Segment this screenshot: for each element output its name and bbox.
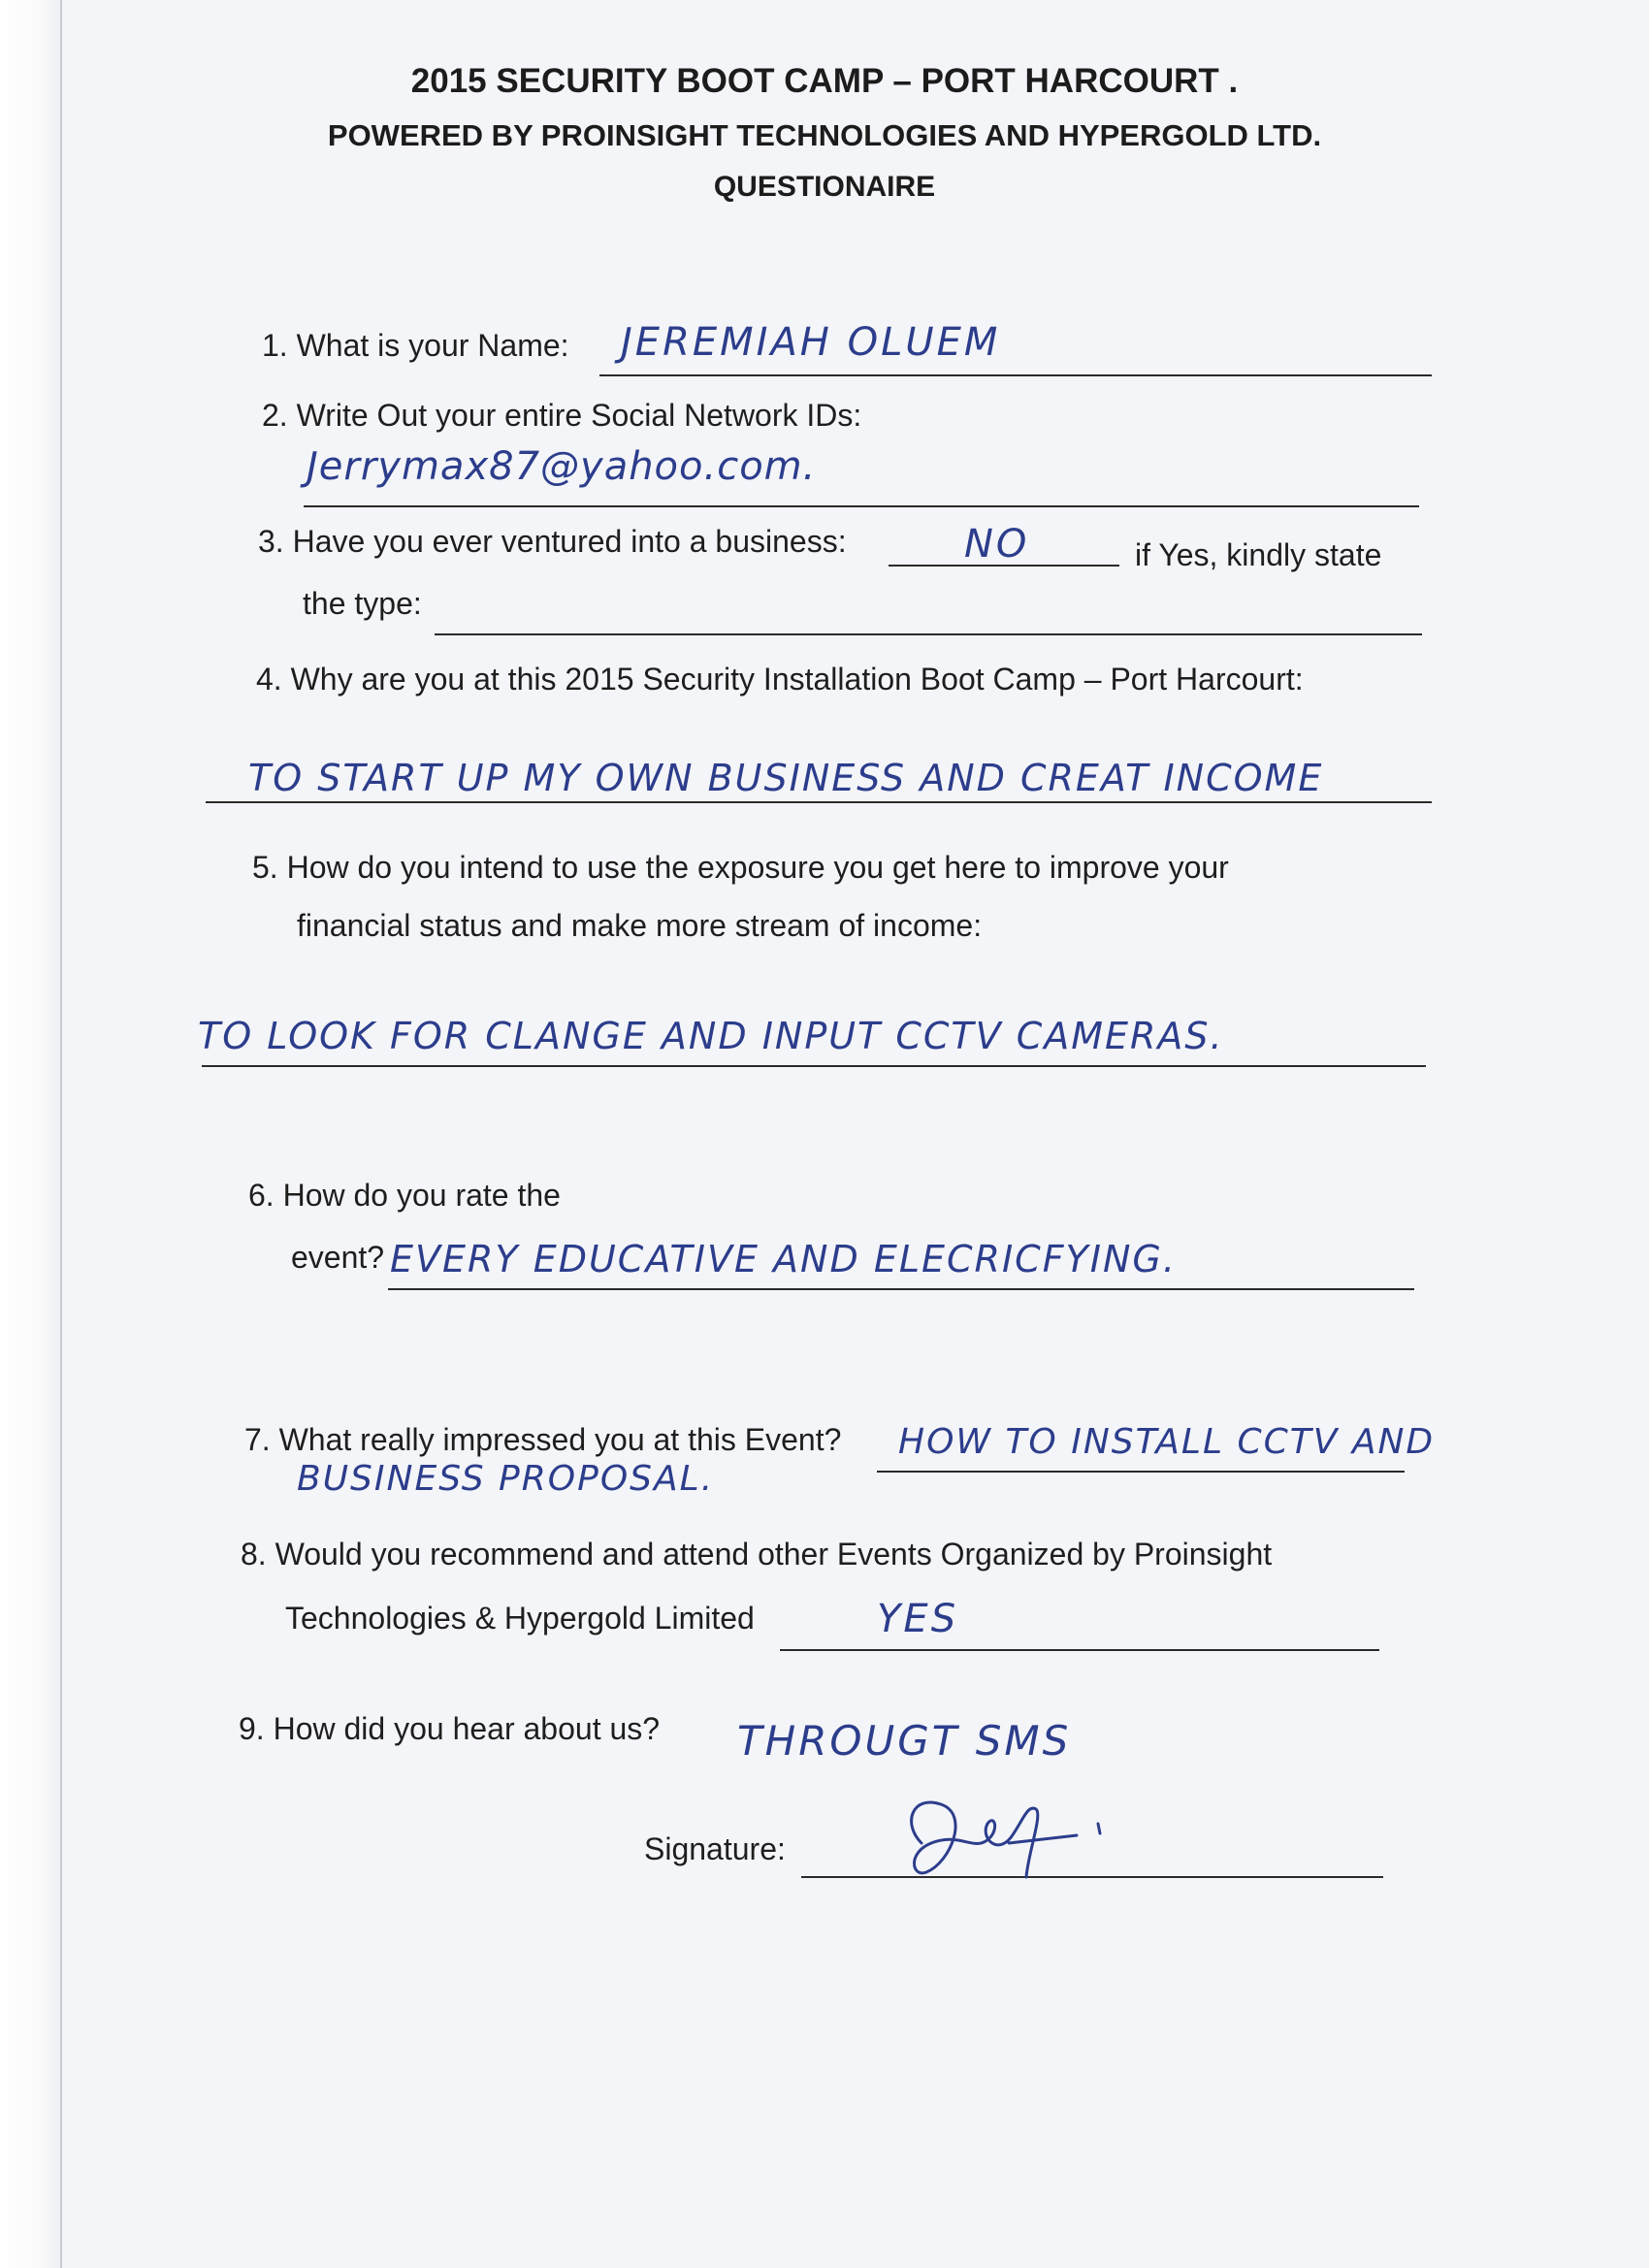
answer-line-3b: [435, 633, 1422, 635]
answer-4-handwritten: TO START UP MY OWN BUSINESS AND CREAT INCOME: [248, 757, 1324, 799]
question-6: [248, 1178, 561, 1214]
question-4: [256, 662, 1304, 697]
question-3: [258, 524, 847, 560]
answer-8-handwritten: YES: [877, 1597, 959, 1641]
answer-5-handwritten: TO LOOK FOR CLANGE AND INPUT CCTV CAMERAS.: [198, 1015, 1224, 1057]
question-number: 1.: [262, 328, 288, 363]
question-2: [262, 398, 861, 434]
question-6-line2: event?: [291, 1240, 385, 1275]
question-text: Write Out your entire Social Network IDs:: [296, 398, 862, 433]
signature-mark: [883, 1785, 1116, 1892]
question-8-line2: Technologies & Hypergold Limited: [285, 1601, 755, 1636]
answer-7-handwritten: HOW TO INSTALL CCTV AND: [898, 1422, 1436, 1462]
question-8: [241, 1537, 1272, 1572]
form-subtitle: POWERED BY PROINSIGHT TECHNOLOGIES AND HYPERGOLD LTD.: [327, 118, 1322, 152]
question-1: [262, 328, 569, 364]
question-5-line2: financial status and make more stream of income:: [297, 908, 983, 943]
answer-7-handwritten-line2: BUSINESS PROPOSAL.: [297, 1459, 715, 1499]
answer-line-5: [202, 1065, 1426, 1067]
question-text: How do you rate the: [282, 1178, 561, 1213]
scan-left-margin: [0, 0, 60, 2268]
question-text: Why are you at this 2015 Security Installation Boot Camp – Port Harcourt:: [290, 662, 1304, 697]
question-number: 7.: [244, 1422, 271, 1457]
question-number: 9.: [239, 1711, 265, 1746]
answer-6-handwritten: EVERY EDUCATIVE AND ELECRICFYING.: [390, 1238, 1177, 1280]
question-3-continued: if Yes, kindly state: [1135, 537, 1382, 572]
scan-edge-line: [60, 0, 62, 2268]
question-3-line2: the type:: [303, 586, 422, 621]
question-text: What really impressed you at this Event?: [278, 1422, 842, 1457]
answer-line-6: [388, 1288, 1414, 1290]
answer-line-8: [780, 1649, 1379, 1651]
question-text: Have you ever ventured into a business:: [292, 524, 847, 559]
answer-1-handwritten: JEREMIAH OLUEM: [621, 320, 1001, 365]
answer-9-handwritten: THROUGT SMS: [737, 1717, 1072, 1765]
question-number: 6.: [248, 1178, 275, 1213]
question-9: [239, 1711, 660, 1747]
question-number: 2.: [262, 398, 288, 433]
question-text: How do you intend to use the exposure you get here to improve your: [286, 850, 1229, 885]
answer-line-4: [206, 801, 1432, 803]
question-number: 4.: [256, 662, 282, 697]
question-number: 8.: [241, 1537, 267, 1571]
answer-line-7: [877, 1471, 1405, 1473]
form-name: QUESTIONAIRE: [713, 171, 936, 203]
answer-3-handwritten: NO: [964, 522, 1030, 567]
question-number: 3.: [258, 524, 284, 559]
form-title: 2015 SECURITY BOOT CAMP – PORT HARCOURT .: [410, 62, 1239, 100]
question-5: [252, 850, 1229, 886]
answer-2-handwritten: Jerrymax87@yahoo.com.: [307, 444, 817, 489]
question-text: What is your Name:: [296, 328, 569, 363]
question-text: Would you recommend and attend other Events Organized by Proinsight: [275, 1537, 1273, 1571]
question-number: 5.: [252, 850, 278, 885]
answer-line-1: [599, 374, 1432, 376]
question-text: How did you hear about us?: [273, 1711, 661, 1746]
question-7: [244, 1422, 841, 1458]
answer-line-2: [304, 505, 1419, 507]
signature-label: Signature:: [644, 1831, 786, 1866]
